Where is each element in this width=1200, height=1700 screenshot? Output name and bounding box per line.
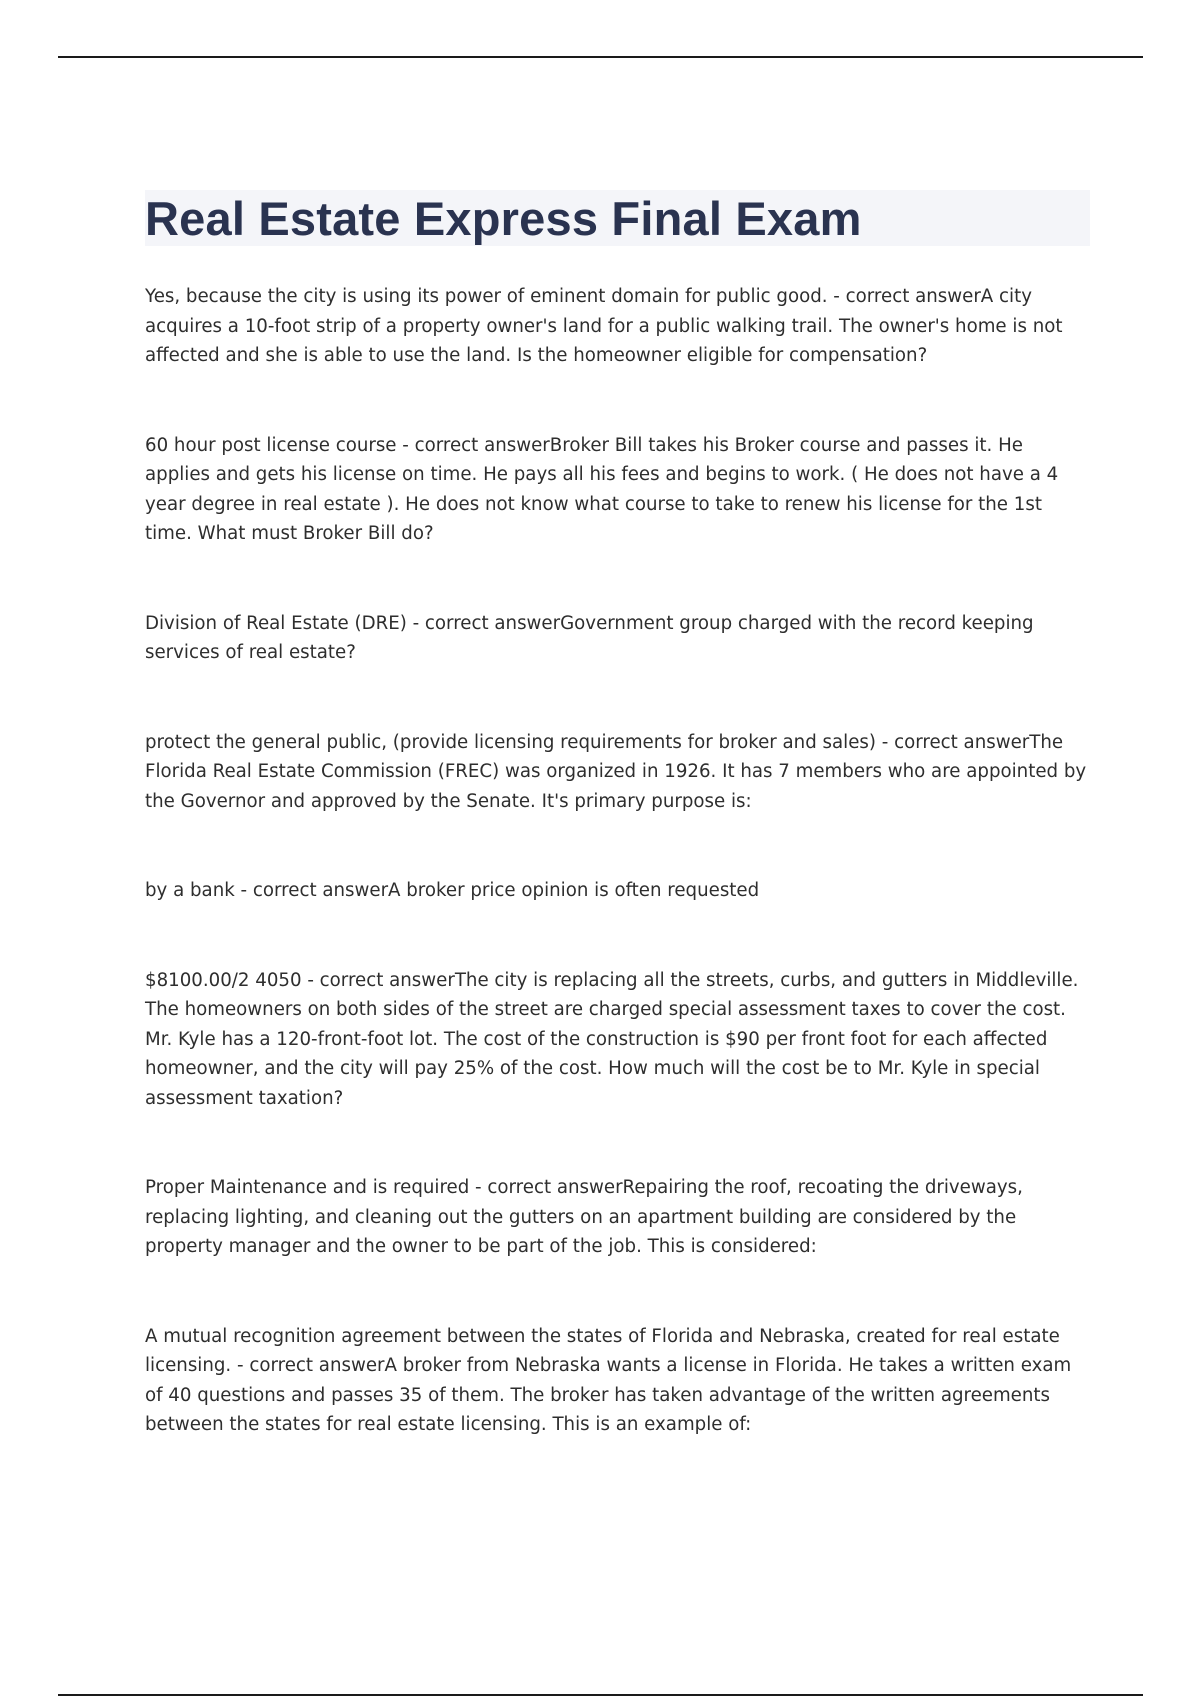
qa-entry-7: Proper Maintenance and is required - correct answerRepairing the roof, recoating the driveways, replacing lighting, and cleaning out the gutters on an apartment building are considered by the property manager and the owner to be part of the job. This is considered: xyxy=(145,1177,1023,1257)
qa-entry-3: Division of Real Estate (DRE) - correct answerGovernment group charged with the record keeping services of real estate? xyxy=(145,612,1034,663)
header-rule xyxy=(58,56,1143,58)
qa-entry-1: Yes, because the city is using its power of eminent domain for public good. - correct answerA city acquires a 10-foot strip of a property owner's land for a public walking trail. The owner's home is not affected and she is able to use the land. Is the homeowner eligible for compensation? xyxy=(145,286,1063,366)
qa-entry-4: protect the general public, (provide licensing requirements for broker and sales) - correct answerThe Florida Real Estate Commission (FREC) was organized in 1926. It has 7 members who are appointed by the Governor and approved by the Senate. It's primary purpose is: xyxy=(145,731,1087,812)
qa-entry-5: by a bank - correct answerA broker price opinion is often requested xyxy=(145,880,760,901)
document-title: Real Estate Express Final Exam xyxy=(145,191,862,245)
qa-entry-2: 60 hour post license course - correct answerBroker Bill takes his Broker course and passes it. He applies and gets his license on time. He pays all his fees and begins to work. ( He does not have a 4 year degree in real estate ). He does not know what course to take to renew his license for the 1st time. What must Broker Bill do? xyxy=(145,434,1059,544)
title-band xyxy=(145,190,1090,246)
footer-rule xyxy=(58,1694,1143,1696)
qa-entry-6: $8100.00/2 4050 - correct answerThe city is replacing all the streets, curbs, and gutters in Middleville. The homeowners on both sides of the street are charged special assessment taxes to cover the cost. Mr. Kyle has a 120-front-foot lot. The cost of the construction is $90 per front foot for each affected homeowner, and the city will pay 25% of the cost. How much will the cost be to Mr. Kyle in special assessment taxation? xyxy=(145,969,1079,1109)
qa-entry-8: A mutual recognition agreement between the states of Florida and Nebraska, created for real estate licensing. - correct answerA broker from Nebraska wants a license in Florida. He takes a written exam of 40 questions and passes 35 of them. The broker has taken advantage of the written agreements between the states for real estate licensing. This is an example of: xyxy=(145,1325,1072,1435)
document-body xyxy=(145,190,1090,1440)
